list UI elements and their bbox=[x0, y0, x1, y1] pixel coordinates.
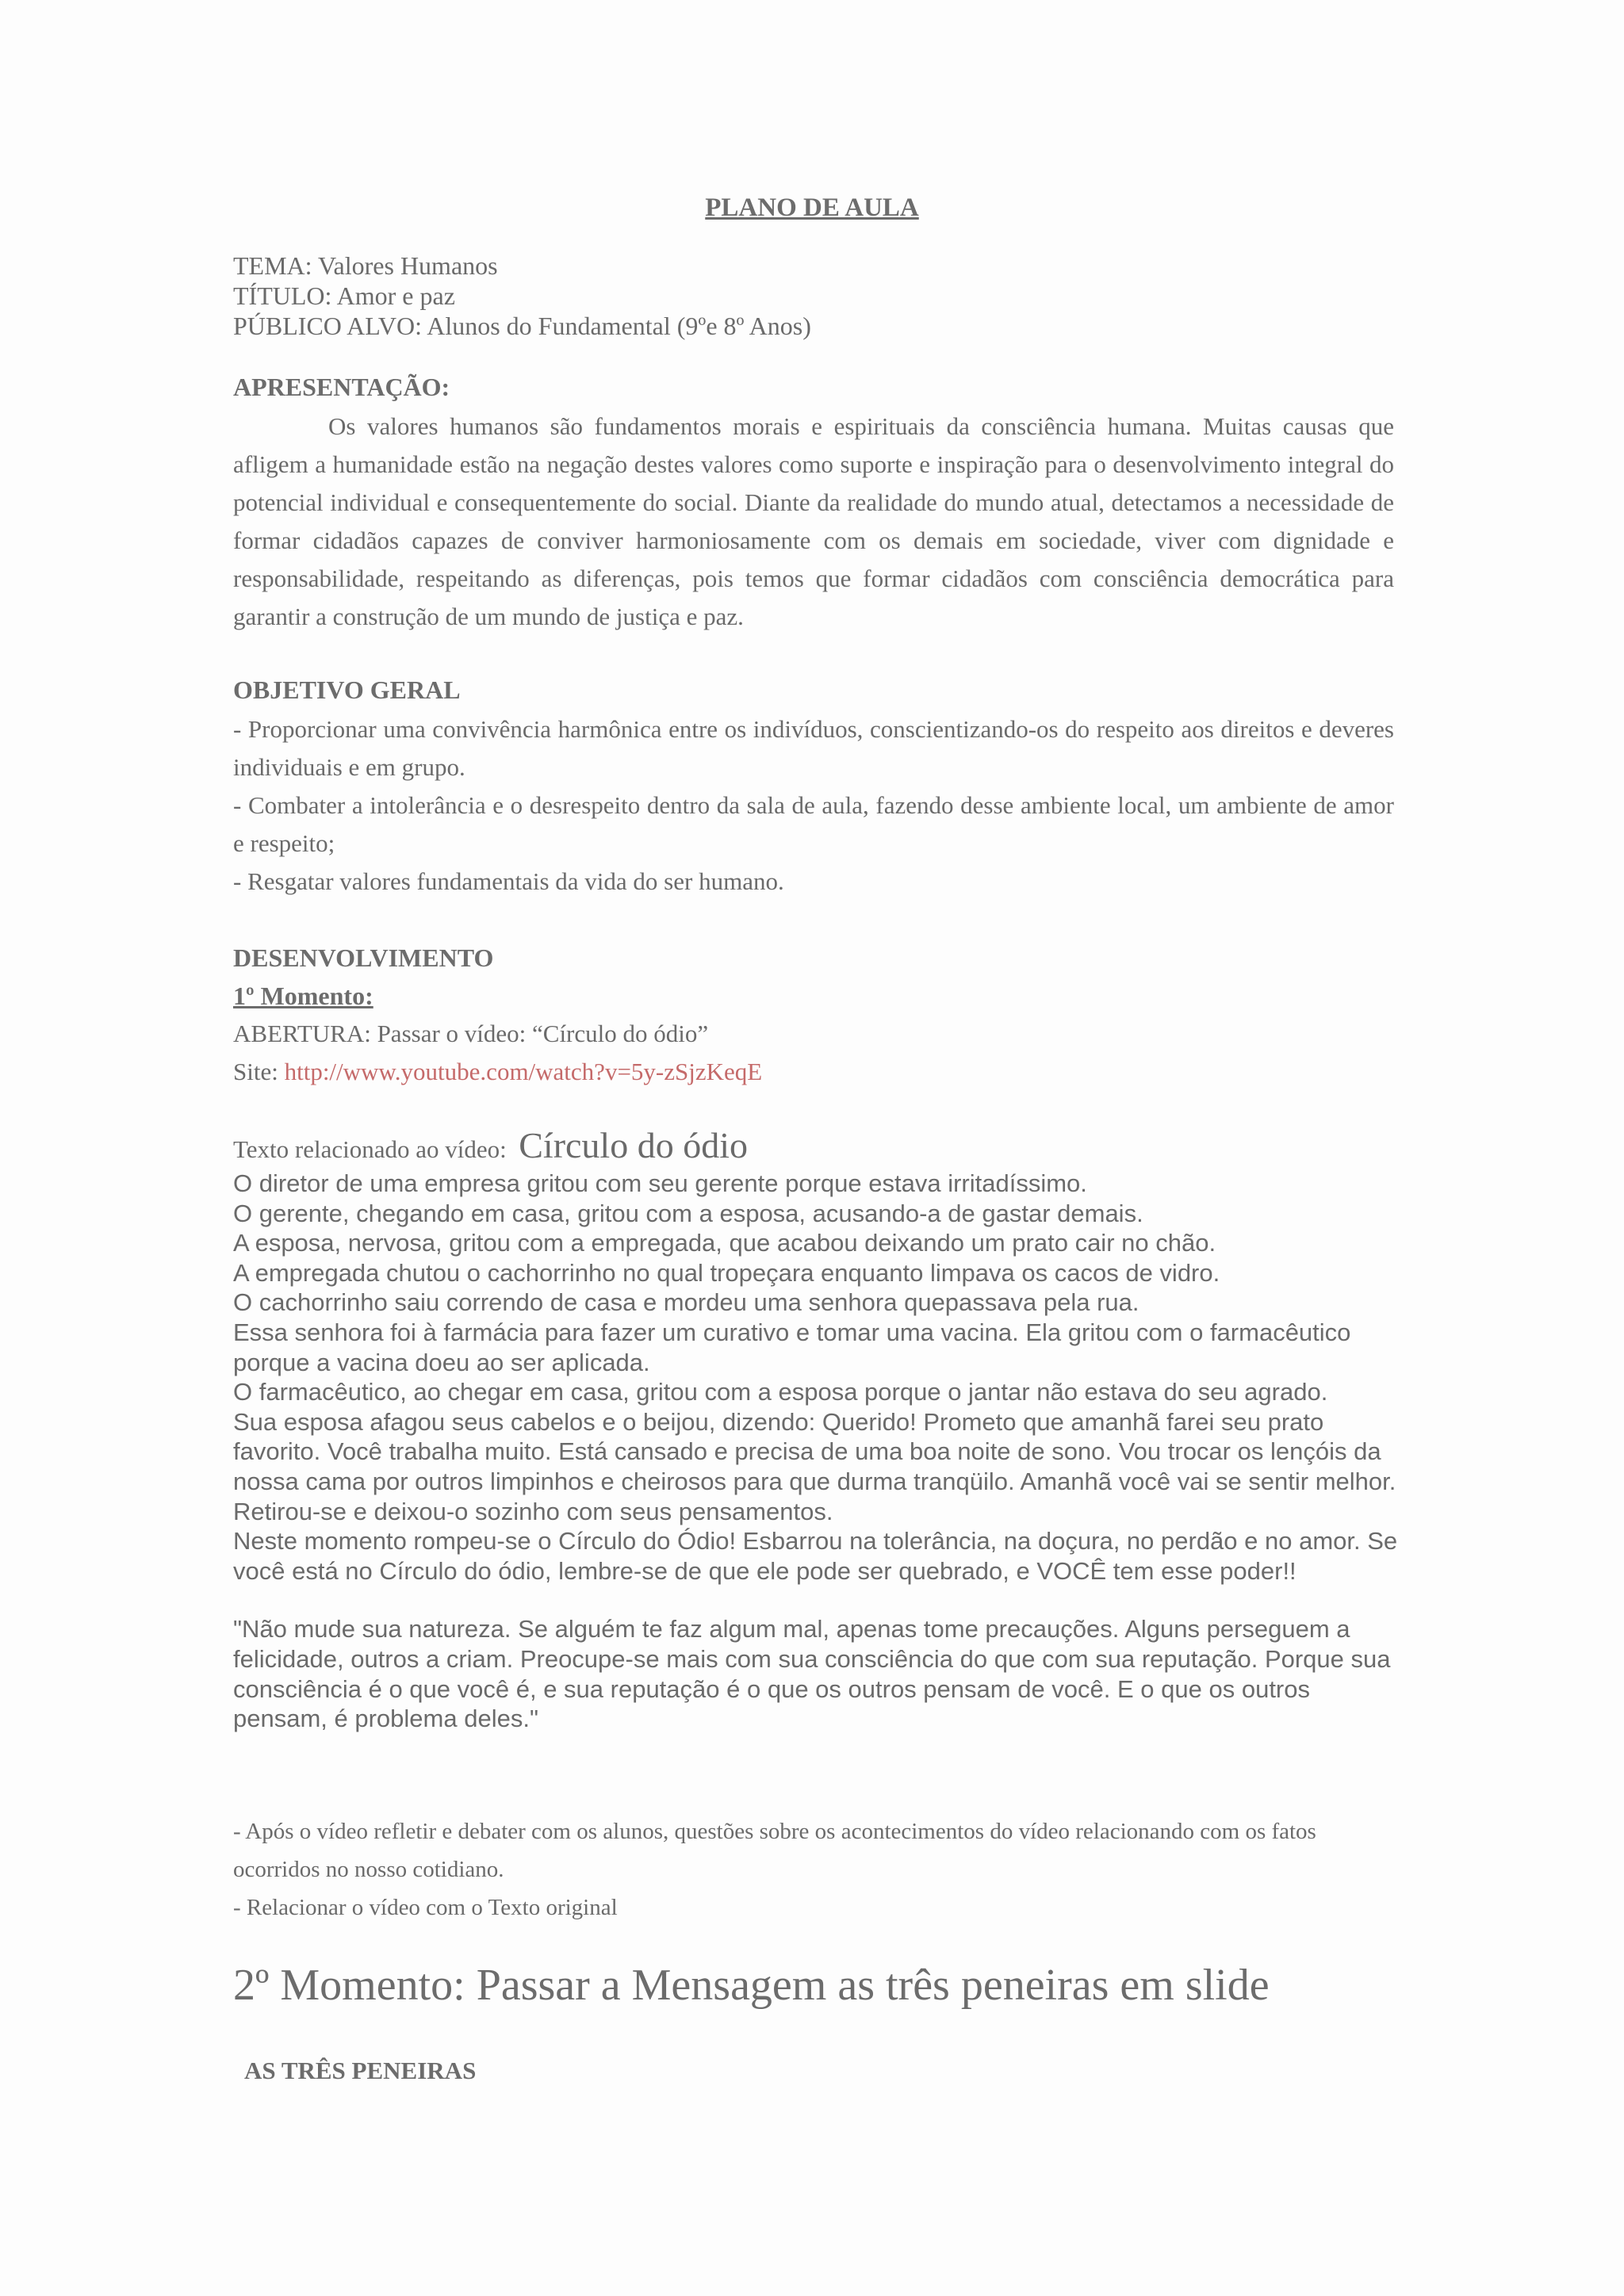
story-line: A esposa, nervosa, gritou com a empregada, que acabou deixando um prato cair no chão. bbox=[233, 1229, 1216, 1257]
apresentacao-text: Os valores humanos são fundamentos morais e espirituais da consciência humana. Muitas causas que afligem a humanidade estão na negação destes valores como suporte e inspiração para o desenvolvimento integral do potencial individual e consequentemente do social. Diante da realidade do mundo atual, detectamos a necessidade de formar cidadãos capazes de conviver harmoniosamente com os demais em sociedade, viver com dignidade e responsabilidade, respeitando as diferenças, pois temos que formar cidadãos com consciência democrática para garantir a construção de um mundo de justiça e paz. bbox=[233, 412, 1394, 630]
after-item: - Relacionar o vídeo com o Texto original bbox=[233, 1895, 618, 1920]
tres-peneiras-heading: AS TRÊS PENEIRAS bbox=[244, 2057, 477, 2084]
story-line: O diretor de uma empresa gritou com seu gerente porque estava irritadíssimo. bbox=[233, 1169, 1087, 1197]
momento1-heading: 1º Momento: bbox=[233, 982, 373, 1010]
story-line: O gerente, chegando em casa, gritou com a esposa, acusando-a de gastar demais. bbox=[233, 1199, 1143, 1227]
story-line: A empregada chutou o cachorrinho no qual tropeçara enquanto limpava os cacos de vidro. bbox=[233, 1258, 1220, 1287]
apresentacao-heading: APRESENTAÇÃO: bbox=[233, 373, 450, 401]
after-item: - Após o vídeo refletir e debater com os alunos, questões sobre os acontecimentos do vídeo relacionando com os fatos ocorridos no nosso cotidiano. bbox=[233, 1819, 1316, 1882]
momento2-heading: 2º Momento: Passar a Mensagem as três peneiras em slide bbox=[233, 1961, 1270, 2010]
story-line: Neste momento rompeu-se o Círculo do Ódio! Esbarrou na tolerância, na doçura, no perdão e no amor. Se você está no Círculo do ódio, lembre-se de que ele pode ser quebrado, e VOCÊ tem esse poder!! bbox=[233, 1527, 1398, 1585]
apresentacao-paragraph bbox=[233, 408, 1394, 636]
objetivo-item: - Resgatar valores fundamentais da vida do ser humano. bbox=[233, 867, 784, 895]
story-line: O cachorrinho saiu correndo de casa e mordeu uma senhora quepassava pela rua. bbox=[233, 1288, 1139, 1317]
story-text bbox=[233, 1169, 1407, 1734]
story-line: O farmacêutico, ao chegar em casa, gritou com a esposa porque o jantar não estava do seu agrado. bbox=[233, 1378, 1328, 1406]
desenvolvimento-heading: DESENVOLVIMENTO bbox=[233, 943, 494, 972]
texto-relacionado-line bbox=[233, 1124, 748, 1166]
objetivo-list bbox=[233, 710, 1394, 901]
site-label: Site: bbox=[233, 1058, 285, 1085]
story-line: Sua esposa afagou seus cabelos e o beijou, dizendo: Querido! Prometo que amanhã farei seu prato favorito. Você trabalha muito. Está cansado e precisa de uma boa noite de sono. Vou trocar os lençóis da nossa cama por outros limpinhos e cheirosos para que durma tranqüilo. Amanhã você vai se sentir melhor. Retirou-se e deixou-o sozinho com seus pensamentos. bbox=[233, 1407, 1396, 1525]
story-quote: "Não mude sua natureza. Se alguém te faz algum mal, apenas tome precauções. Alguns perseguem a felicidade, outros a criam. Preocupe-se mais com sua consciência do que com sua reputação. Porque sua consciência é o que você é, e sua reputação é o que os outros pensam de você. E o que os outros pensam, é problema deles." bbox=[233, 1615, 1391, 1733]
video-link[interactable]: http://www.youtube.com/watch?v=5y-zSjzKeqE bbox=[284, 1058, 763, 1085]
story-line: Essa senhora foi à farmácia para fazer um curativo e tomar uma vacina. Ela gritou com o farmacêutico porque a vacina doeu ao ser aplicada. bbox=[233, 1318, 1351, 1376]
lesson-meta bbox=[233, 251, 811, 341]
story-title: Círculo do ódio bbox=[519, 1125, 748, 1165]
objetivo-item: - Combater a intolerância e o desrespeito dentro da sala de aula, fazendo desse ambiente local, um ambiente de amor e respeito; bbox=[233, 791, 1394, 857]
site-line bbox=[233, 1053, 762, 1091]
meta-tema: TEMA: Valores Humanos bbox=[233, 251, 498, 280]
after-video-list bbox=[233, 1812, 1394, 1927]
meta-publico: PÚBLICO ALVO: Alunos do Fundamental (9ºe 8º Anos) bbox=[233, 312, 811, 340]
objetivo-heading: OBJETIVO GERAL bbox=[233, 675, 461, 704]
objetivo-item: - Proporcionar uma convivência harmônica entre os indivíduos, conscientizando-os do respeito aos direitos e deveres individuais e em grupo. bbox=[233, 715, 1394, 781]
meta-titulo: TÍTULO: Amor e paz bbox=[233, 281, 455, 310]
abertura-line: ABERTURA: Passar o vídeo: “Círculo do ódio” bbox=[233, 1020, 709, 1047]
texto-label: Texto relacionado ao vídeo: bbox=[233, 1135, 519, 1163]
page-title: PLANO DE AULA bbox=[705, 193, 919, 222]
